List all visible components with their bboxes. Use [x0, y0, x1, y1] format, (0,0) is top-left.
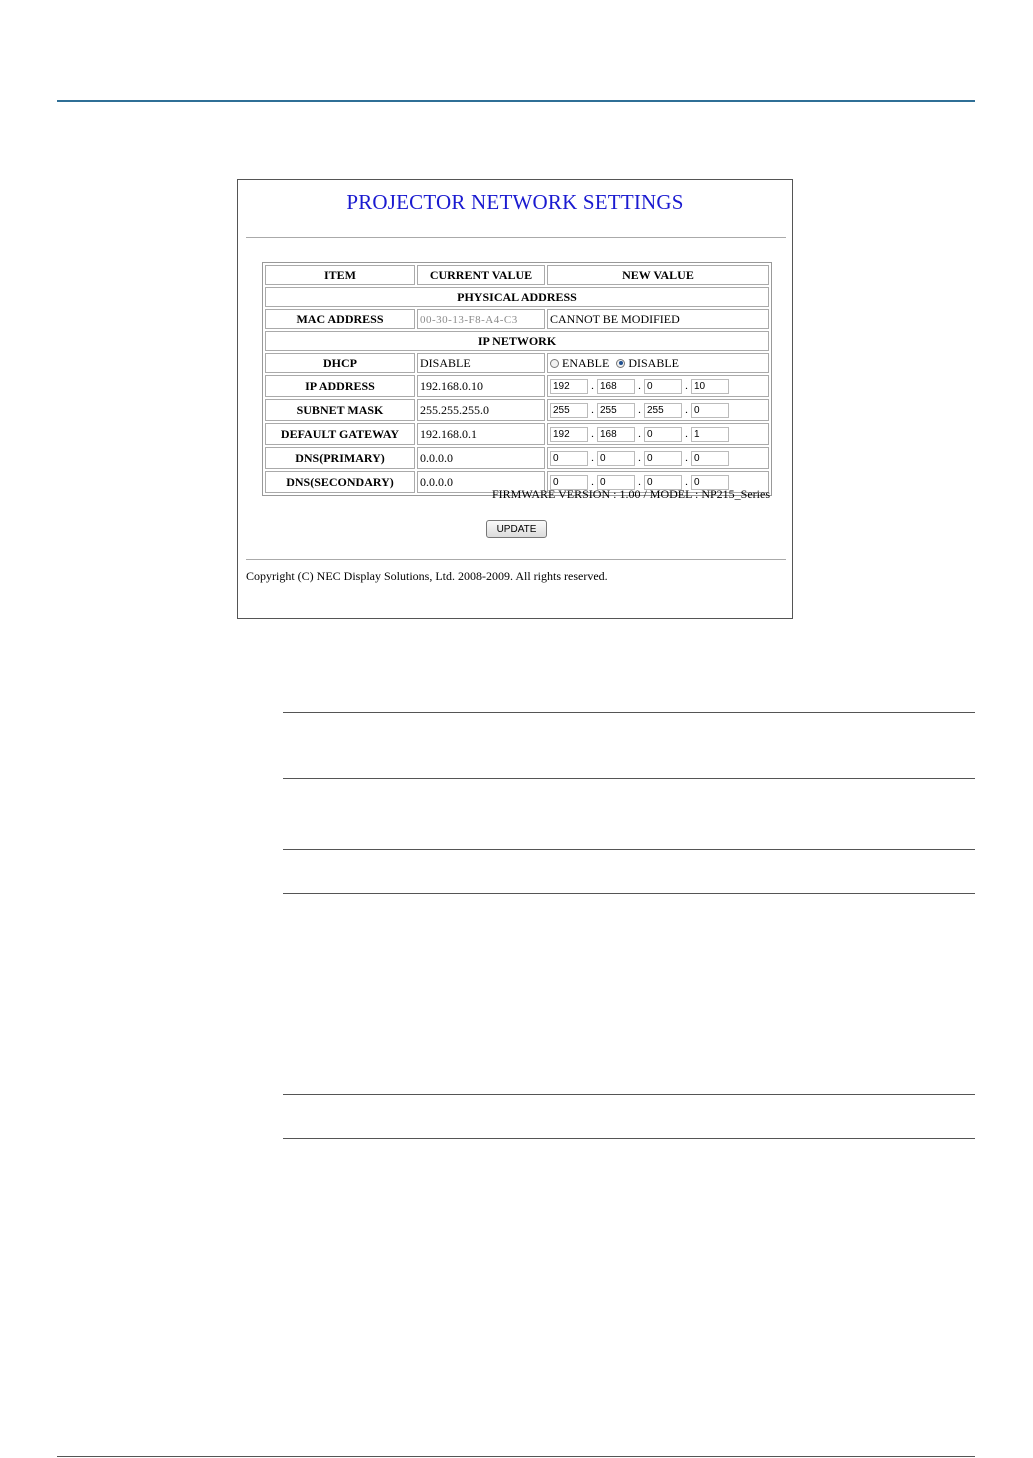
octet-separator: .: [638, 404, 641, 417]
dns-primary-inputs: [547, 447, 769, 469]
section-ip-network: IP NETWORK: [265, 331, 769, 351]
dns-secondary-current: 0.0.0.0: [417, 471, 545, 493]
dns-primary-octet-2[interactable]: 0: [597, 451, 635, 466]
update-button[interactable]: UPDATE: [486, 520, 547, 538]
octet-separator: .: [591, 476, 594, 489]
default-gateway-octet-1[interactable]: 192: [550, 427, 588, 442]
dns-primary-label: DNS(PRIMARY): [265, 447, 415, 469]
mac-address-label: MAC ADDRESS: [265, 309, 415, 329]
subnet-mask-inputs: [547, 399, 769, 421]
section-row-physical: [265, 287, 769, 307]
octet-separator: .: [591, 452, 594, 465]
table-row-default-gateway: [265, 423, 769, 445]
dhcp-disable-radio[interactable]: [616, 359, 625, 368]
ip-address-label: IP ADDRESS: [265, 375, 415, 397]
default-gateway-octet-4[interactable]: 1: [691, 427, 729, 442]
header-current-value: CURRENT VALUE: [417, 265, 545, 285]
subnet-mask-octet-3[interactable]: 255: [644, 403, 682, 418]
octet-separator: .: [685, 404, 688, 417]
network-settings-table: [262, 262, 772, 496]
title-divider: [246, 237, 786, 238]
mac-address-note: CANNOT BE MODIFIED: [547, 309, 769, 329]
ip-address-inputs: [547, 375, 769, 397]
ip-address-octet-4[interactable]: 10: [691, 379, 729, 394]
dns-secondary-octet-1[interactable]: 0: [550, 475, 588, 490]
octet-separator: .: [685, 380, 688, 393]
table-row-mac: [265, 309, 769, 329]
subnet-mask-current: 255.255.255.0: [417, 399, 545, 421]
dhcp-label: DHCP: [265, 353, 415, 373]
dhcp-radio-group: [547, 353, 769, 373]
dns-secondary-octet-3[interactable]: 0: [644, 475, 682, 490]
subnet-mask-octet-4[interactable]: 0: [691, 403, 729, 418]
octet-separator: .: [685, 452, 688, 465]
table-rule: [283, 1138, 975, 1139]
ip-address-octet-1[interactable]: 192: [550, 379, 588, 394]
octet-separator: .: [638, 428, 641, 441]
subnet-mask-octet-2[interactable]: 255: [597, 403, 635, 418]
table-rule: [283, 1094, 975, 1095]
dhcp-enable-label: ENABLE: [562, 355, 610, 370]
octet-separator: .: [685, 476, 688, 489]
page-header-rule: [57, 100, 975, 102]
dns-primary-octet-1[interactable]: 0: [550, 451, 588, 466]
table-row-dhcp: [265, 353, 769, 373]
table-row-ip-address: [265, 375, 769, 397]
octet-separator: .: [591, 428, 594, 441]
page-title: PROJECTOR NETWORK SETTINGS: [346, 190, 684, 214]
table-header-row: [265, 265, 769, 285]
mac-address-value: 00-30-13-F8-A4-C3: [420, 313, 518, 326]
dns-primary-current: 0.0.0.0: [417, 447, 545, 469]
octet-separator: .: [591, 404, 594, 417]
octet-separator: .: [591, 380, 594, 393]
copyright-text: Copyright (C) NEC Display Solutions, Ltd. 2008-2009. All rights reserved.: [246, 569, 608, 583]
page-footer-rule: [57, 1456, 975, 1457]
table-rule: [283, 893, 975, 894]
octet-separator: .: [638, 380, 641, 393]
octet-separator: .: [638, 476, 641, 489]
header-item: ITEM: [265, 265, 415, 285]
dhcp-disable-label: DISABLE: [628, 355, 679, 370]
network-settings-panel: [237, 179, 793, 619]
subnet-mask-octet-1[interactable]: 255: [550, 403, 588, 418]
dns-primary-octet-4[interactable]: 0: [691, 451, 729, 466]
subnet-mask-label: SUBNET MASK: [265, 399, 415, 421]
table-rule: [283, 849, 975, 850]
octet-separator: .: [638, 452, 641, 465]
table-rule: [283, 712, 975, 713]
ip-address-octet-2[interactable]: 168: [597, 379, 635, 394]
dns-primary-octet-3[interactable]: 0: [644, 451, 682, 466]
ip-address-octet-3[interactable]: 0: [644, 379, 682, 394]
default-gateway-octet-2[interactable]: 168: [597, 427, 635, 442]
table-row-dns-primary: [265, 447, 769, 469]
octet-separator: .: [685, 428, 688, 441]
dns-secondary-label: DNS(SECONDARY): [265, 471, 415, 493]
section-physical-address: PHYSICAL ADDRESS: [265, 287, 769, 307]
default-gateway-current: 192.168.0.1: [417, 423, 545, 445]
footer-divider: [246, 559, 786, 560]
dns-secondary-octet-4[interactable]: 0: [691, 475, 729, 490]
dhcp-enable-radio[interactable]: [550, 359, 559, 368]
section-row-ip: [265, 331, 769, 351]
ip-address-current: 192.168.0.10: [417, 375, 545, 397]
header-new-value: NEW VALUE: [547, 265, 769, 285]
dns-secondary-octet-2[interactable]: 0: [597, 475, 635, 490]
firmware-version-text: FIRMWARE VERSION : 1.00 / MODEL : NP215_Series: [491, 487, 770, 501]
default-gateway-inputs: [547, 423, 769, 445]
dhcp-current-value: DISABLE: [417, 353, 545, 373]
table-rule: [283, 778, 975, 779]
table-row-subnet-mask: [265, 399, 769, 421]
default-gateway-octet-3[interactable]: 0: [644, 427, 682, 442]
default-gateway-label: DEFAULT GATEWAY: [265, 423, 415, 445]
